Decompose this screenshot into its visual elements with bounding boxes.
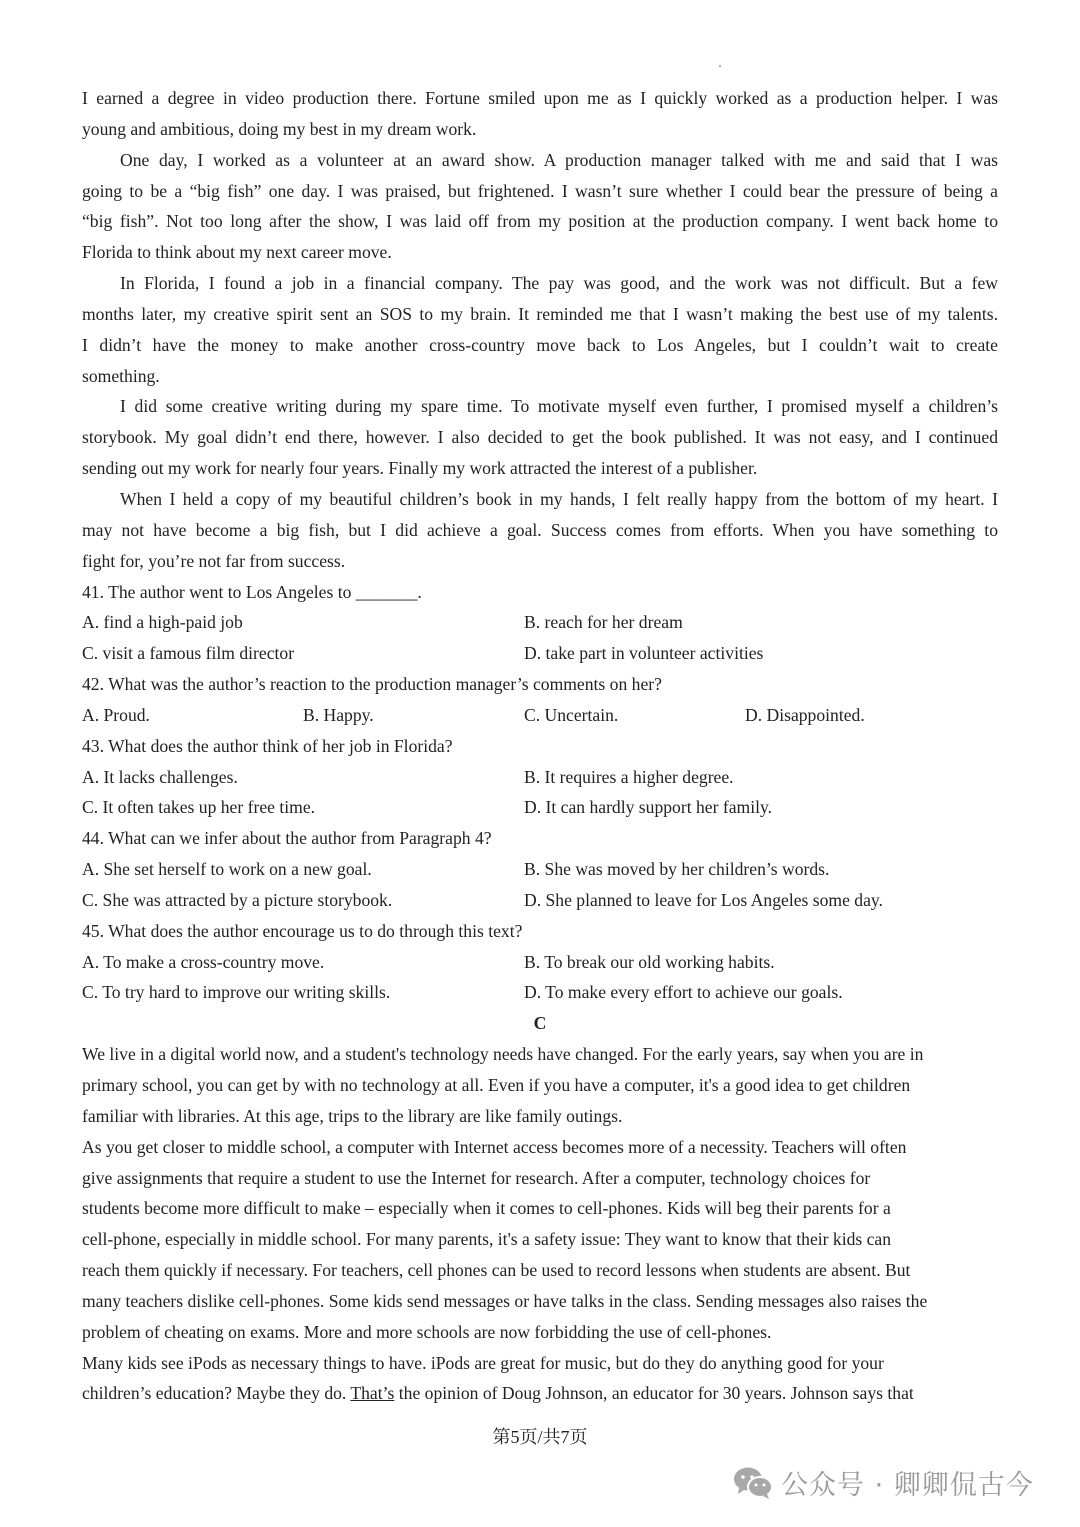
answer-option[interactable]: C. visit a famous film director <box>82 643 295 664</box>
options-row <box>82 638 998 669</box>
answer-option[interactable]: D. take part in volunteer activities <box>524 643 764 664</box>
answer-option[interactable]: C. To try hard to improve our writing skills. <box>82 982 391 1003</box>
page-number: 第5页/共7页 <box>492 1427 588 1447</box>
watermark-text: 公众号 · 卿卿侃古今 <box>781 1470 1034 1501</box>
options-row <box>82 947 998 978</box>
options-row <box>82 792 998 823</box>
document-body <box>82 83 998 1409</box>
options-row <box>82 700 998 731</box>
paragraph-line: I did some creative writing during my spare time. To motivate myself even further, I promised myself a children’s <box>120 396 998 417</box>
paragraph-line: When I held a copy of my beautiful children’s book in my hands, I felt really happy from the bottom of my heart. I <box>120 488 998 509</box>
answer-option[interactable]: A. To make a cross-country move. <box>82 951 325 972</box>
wechat-icon <box>733 1466 773 1500</box>
answer-option[interactable]: B. reach for her dream <box>524 612 683 633</box>
answer-option[interactable]: A. It lacks challenges. <box>82 766 238 787</box>
paragraph-line: We live in a digital world now, and a student's technology needs have changed. For the early years, say when you are in <box>82 1044 924 1065</box>
section-heading: C <box>533 1013 547 1034</box>
answer-option[interactable]: D. She planned to leave for Los Angeles some day. <box>524 889 883 910</box>
paragraph-line: fight for, you’re not far from success. <box>82 550 346 571</box>
text-segment: children’s education? Maybe they do. <box>82 1383 351 1404</box>
paragraph-line: going to be a “big fish” one day. I was praised, but frightened. I wasn’t sure whether I could bear the pressure of being a <box>82 180 998 201</box>
paragraph-line: something. <box>82 365 160 386</box>
paragraph-line: reach them quickly if necessary. For teachers, cell phones can be used to record lessons when students are absent. But <box>82 1260 911 1281</box>
question-stem: 44. What can we infer about the author from Paragraph 4? <box>82 828 492 849</box>
paragraph-line: problem of cheating on exams. More and more schools are now forbidding the use of cell-phones. <box>82 1321 772 1342</box>
underlined-word: That’s <box>350 1383 395 1404</box>
answer-option[interactable]: D. To make every effort to achieve our goals. <box>524 982 843 1003</box>
options-row <box>82 854 998 885</box>
question-stem: 43. What does the author think of her job in Florida? <box>82 735 453 756</box>
paragraph-line: familiar with libraries. At this age, trips to the library are like family outings. <box>82 1105 623 1126</box>
answer-option[interactable]: C. She was attracted by a picture storybook. <box>82 889 393 910</box>
answer-option[interactable]: A. Proud. <box>82 704 150 725</box>
paragraph-line <box>82 1378 998 1409</box>
answer-option[interactable]: A. find a high-paid job <box>82 612 243 633</box>
paragraph-line: many teachers dislike cell-phones. Some kids send messages or have talks in the class. Sending messages also raises the <box>82 1290 928 1311</box>
paragraph-line: Many kids see iPods as necessary things to have. iPods are great for music, but do they do anything good for your <box>82 1352 884 1373</box>
paragraph-line: sending out my work for nearly four years. Finally my work attracted the interest of a publisher. <box>82 458 758 479</box>
paragraph-line: months later, my creative spirit sent an SOS to my brain. It reminded me that I wasn’t making the best use of my talents. <box>82 303 998 324</box>
answer-option[interactable]: B. She was moved by her children’s words. <box>524 859 830 880</box>
paragraph-line: give assignments that require a student to use the Internet for research. After a computer, technology choices for <box>82 1167 871 1188</box>
answer-option[interactable]: B. Happy. <box>303 704 374 725</box>
paragraph-line: students become more difficult to make – especially when it comes to cell-phones. Kids will beg their parents for a <box>82 1198 891 1219</box>
paragraph-line: storybook. My goal didn’t end there, however. I also decided to get the book published. It was not easy, and I continued <box>82 427 998 448</box>
options-row <box>82 607 998 638</box>
paragraph-line: One day, I worked as a volunteer at an award show. A production manager talked with me and said that I was <box>120 149 998 170</box>
paragraph-line: Florida to think about my next career move. <box>82 242 392 263</box>
scan-speck <box>719 65 721 67</box>
question-stem: 42. What was the author’s reaction to the production manager’s comments on her? <box>82 674 662 695</box>
answer-option[interactable]: A. She set herself to work on a new goal. <box>82 859 372 880</box>
watermark <box>733 1463 1034 1502</box>
options-row <box>82 762 998 793</box>
options-row <box>82 885 998 916</box>
paragraph-line: As you get closer to middle school, a computer with Internet access becomes more of a necessity. Teachers will often <box>82 1136 907 1157</box>
paragraph-line: I earned a degree in video production there. Fortune smiled upon me as I quickly worked as a production helper. I was <box>82 88 998 108</box>
answer-option[interactable]: D. Disappointed. <box>745 704 865 725</box>
question-stem: 41. The author went to Los Angeles to _______. <box>82 581 422 602</box>
paragraph-line: primary school, you can get by with no technology at all. Even if you have a computer, it's a good idea to get children <box>82 1075 911 1095</box>
answer-option[interactable]: B. It requires a higher degree. <box>524 766 734 787</box>
paragraph-line: may not have become a big fish, but I did achieve a goal. Success comes from efforts. When you have something to <box>82 519 998 540</box>
answer-option[interactable]: C. Uncertain. <box>524 704 619 725</box>
answer-option[interactable]: B. To break our old working habits. <box>524 951 775 972</box>
options-row <box>82 977 998 1008</box>
question-stem: 45. What does the author encourage us to do through this text? <box>82 920 523 941</box>
paragraph-line: “big fish”. Not too long after the show, I was laid off from my position at the production company. I went back home to <box>82 211 998 232</box>
text-segment: the opinion of Doug Johnson, an educator for 30 years. Johnson says that <box>394 1383 914 1404</box>
paragraph-line: In Florida, I found a job in a financial company. The pay was good, and the work was not difficult. But a few <box>120 273 998 294</box>
answer-option[interactable]: D. It can hardly support her family. <box>524 797 773 818</box>
answer-option[interactable]: C. It often takes up her free time. <box>82 797 316 818</box>
paragraph-line: cell-phone, especially in middle school. For many parents, it's a safety issue: They want to know that their kids can <box>82 1229 892 1250</box>
paragraph-line: I didn’t have the money to make another cross-country move back to Los Angeles, but I couldn’t wait to create <box>82 334 998 355</box>
paragraph-line: young and ambitious, doing my best in my dream work. <box>82 118 477 139</box>
